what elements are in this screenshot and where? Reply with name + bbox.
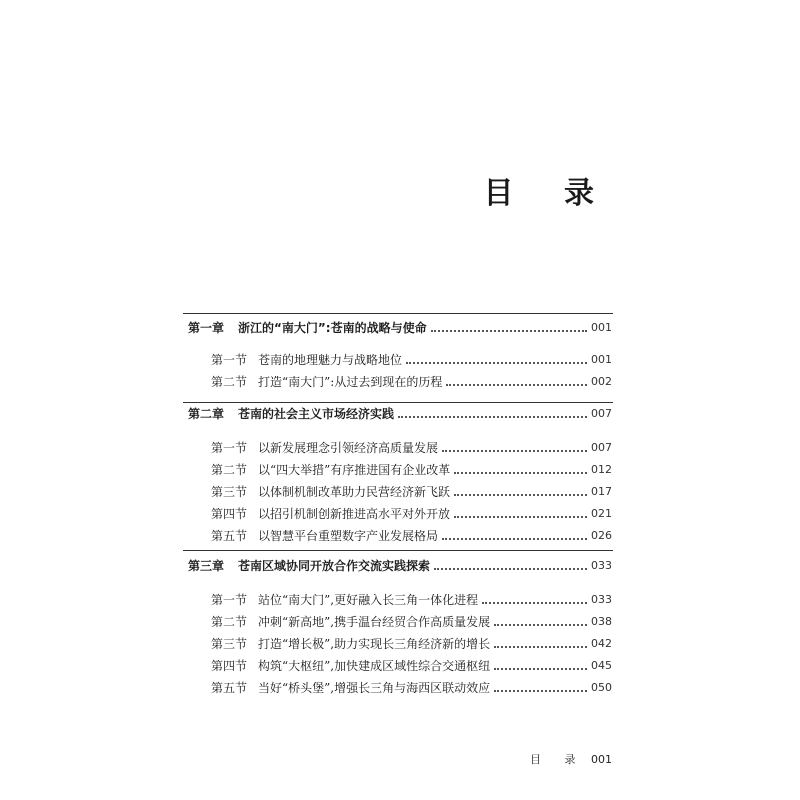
entry-number: 第四节 [211, 506, 248, 521]
entry-title: 以体制机制改革助力民营经济新飞跃 [258, 484, 451, 499]
entry-title: 当好“桥头堡”,增强长三角与海西区联动效应 [258, 680, 491, 695]
entry-title: 以新发展理念引领经济高质量发展 [258, 440, 439, 455]
dot-leader [442, 449, 587, 452]
toc-section-entry [211, 482, 612, 500]
entry-page-number: 021 [591, 506, 612, 520]
entry-page-number: 017 [591, 484, 612, 498]
dot-leader [494, 645, 587, 648]
page-footer [530, 751, 612, 767]
entry-page-number: 001 [591, 320, 612, 334]
entry-title: 苍南的地理魅力与战略地位 [258, 352, 403, 367]
entry-page-number: 033 [591, 592, 612, 606]
entry-title: 浙江的“南大门”:苍南的战略与使命 [238, 320, 427, 335]
entry-number: 第二章 [188, 406, 225, 421]
entry-number: 第一节 [211, 352, 248, 367]
toc-section-entry [211, 438, 612, 456]
dot-leader [482, 601, 587, 604]
entry-number: 第三章 [188, 558, 225, 573]
entry-title: 以“四大举措”有序推进国有企业改革 [258, 462, 451, 477]
dot-leader [398, 415, 587, 418]
toc-section-entry [211, 350, 612, 368]
dot-leader [494, 689, 587, 692]
toc-section-entry [211, 590, 612, 608]
dot-leader [454, 515, 587, 518]
entry-title: 以智慧平台重塑数字产业发展格局 [258, 528, 439, 543]
entry-number: 第二节 [211, 462, 248, 477]
dot-leader [446, 383, 587, 386]
toc-section-entry [211, 526, 612, 544]
entry-title: 苍南的社会主义市场经济实践 [238, 406, 395, 421]
dot-leader [442, 537, 587, 540]
entry-number: 第五节 [211, 528, 248, 543]
toc-section-entry [211, 678, 612, 696]
toc-section-entry [211, 460, 612, 478]
entry-number: 第一章 [188, 320, 225, 335]
entry-number: 第三节 [211, 636, 248, 651]
entry-page-number: 042 [591, 636, 612, 650]
toc-section-entry [211, 504, 612, 522]
entry-page-number: 050 [591, 680, 612, 694]
entry-page-number: 026 [591, 528, 612, 542]
toc-section-entry [211, 612, 612, 630]
entry-title: 站位“南大门”,更好融入长三角一体化进程 [258, 592, 479, 607]
toc-chapter-entry [188, 556, 612, 574]
entry-title: 打造“增长极”,助力实现长三角经济新的增长 [258, 636, 491, 651]
entry-page-number: 001 [591, 352, 612, 366]
footer-label: 目 录 [530, 753, 586, 766]
dot-leader [431, 329, 587, 332]
entry-number: 第四节 [211, 658, 248, 673]
entry-page-number: 012 [591, 462, 612, 476]
toc-section-entry [211, 656, 612, 674]
entry-title: 构筑“大枢纽”,加快建成区域性综合交通枢纽 [258, 658, 491, 673]
dot-leader [454, 471, 587, 474]
entry-title: 苍南区域协同开放合作交流实践探索 [238, 558, 431, 573]
dot-leader [494, 623, 587, 626]
dot-leader [494, 667, 587, 670]
entry-page-number: 038 [591, 614, 612, 628]
entry-number: 第三节 [211, 484, 248, 499]
page-title: 目 录 [483, 176, 614, 211]
dot-leader [434, 567, 587, 570]
entry-page-number: 033 [591, 558, 612, 572]
entry-number: 第一节 [211, 592, 248, 607]
dot-leader [406, 361, 587, 364]
entry-number: 第五节 [211, 680, 248, 695]
toc-section-entry [211, 634, 612, 652]
toc-chapter-entry [188, 404, 612, 422]
entry-page-number: 007 [591, 440, 612, 454]
entry-page-number: 002 [591, 374, 612, 388]
entry-page-number: 007 [591, 406, 612, 420]
entry-number: 第二节 [211, 614, 248, 629]
entry-number: 第一节 [211, 440, 248, 455]
entry-title: 以招引机制创新推进高水平对外开放 [258, 506, 451, 521]
entry-title: 打造“南大门”:从过去到现在的历程 [258, 374, 443, 389]
entry-page-number: 045 [591, 658, 612, 672]
toc-chapter-entry [188, 318, 612, 336]
toc-section-entry [211, 372, 612, 390]
entry-title: 冲刺“新高地”,携手温台经贸合作高质量发展 [258, 614, 491, 629]
footer-page-number: 001 [591, 753, 612, 766]
entry-number: 第二节 [211, 374, 248, 389]
dot-leader [454, 493, 587, 496]
